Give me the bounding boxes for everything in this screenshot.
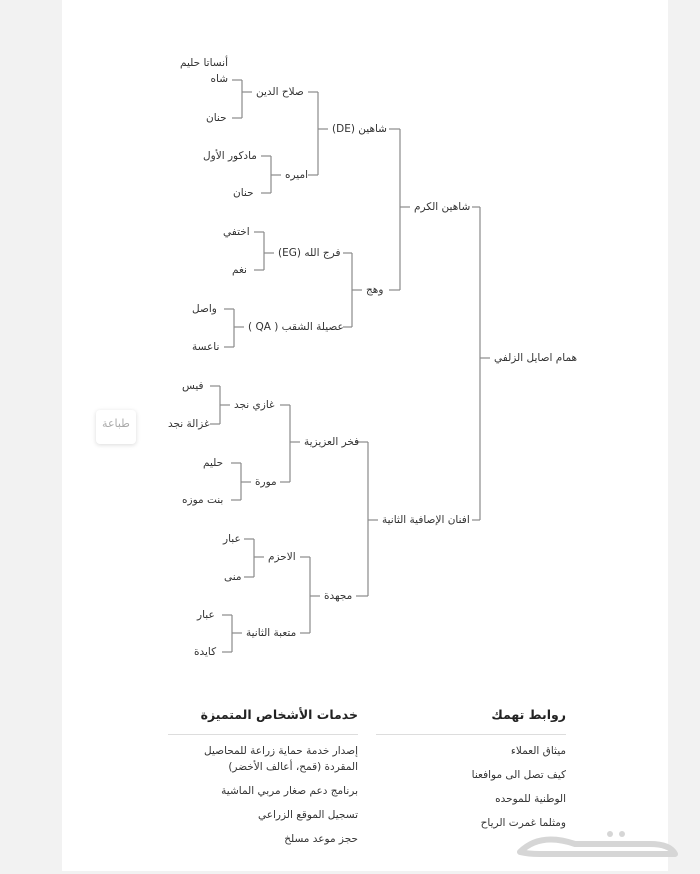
footer-link[interactable]: ومثلما غمرت الرياح bbox=[480, 817, 566, 829]
tree-node-l4: بنت موزه bbox=[182, 494, 224, 506]
tree-node-l4: حنان bbox=[206, 112, 227, 124]
tree-node-l4: حليم bbox=[203, 457, 224, 469]
tree-node-l1: افنان الإصافية الثانية bbox=[382, 514, 470, 526]
tree-node-root: همام اصايل الزلفي bbox=[494, 352, 578, 364]
tree-node-l4: ناعسة bbox=[192, 341, 220, 353]
tree-node-l4: أنساتا حليم شاه bbox=[180, 57, 228, 85]
tree-node-l3: فرج الله (EG) bbox=[278, 247, 341, 259]
footer-link[interactable]: الوطنية للموحده bbox=[495, 793, 566, 805]
tree-node-l4: عبار bbox=[197, 609, 215, 621]
tree-node-l3: متعبة الثانية bbox=[246, 627, 297, 639]
tree-node-l3: عصيلة الشقب ( QA ) bbox=[248, 321, 344, 333]
tree-node-l3: اميره bbox=[285, 169, 309, 181]
footer-service-link[interactable]: إصدار خدمة حماية زراعة للمحاصيل المقردة (قمح، أعالف الأخضر) bbox=[204, 745, 358, 773]
tree-node-l1: شاهين الكرم bbox=[414, 201, 471, 213]
footer-link[interactable]: ميثاق العملاء bbox=[510, 745, 566, 757]
tree-node-l2: شاهين (DE) bbox=[332, 123, 387, 135]
footer-link[interactable]: كيف تصل الى موافعنا bbox=[471, 769, 566, 781]
tree-node-l4: واصل bbox=[192, 303, 217, 315]
tree-node-l3: غازي نجد bbox=[234, 399, 275, 411]
tree-node-l4: فيس bbox=[182, 380, 204, 392]
tree-node-l3: الاحزم bbox=[268, 551, 296, 563]
tree-node-l4: مادكور الأول bbox=[203, 150, 257, 162]
footer-links-column bbox=[376, 707, 566, 831]
footer-service-link[interactable]: حجز موعد مسلخ bbox=[284, 833, 358, 845]
footer-service-link[interactable]: برنامج دعم صغار مربي الماشية bbox=[221, 785, 358, 797]
tree-node-l3: مورة bbox=[255, 476, 277, 488]
footer-services-column bbox=[168, 707, 358, 847]
tree-node-l4: عبار bbox=[223, 533, 241, 545]
tree-node-l2: فخر العزيزية bbox=[304, 436, 360, 448]
tree-node-l4: كايدة bbox=[194, 646, 217, 658]
tree-node-l4: منى bbox=[224, 571, 242, 583]
tree-node-l4: حنان bbox=[233, 187, 254, 199]
tree-node-l4: نغم bbox=[232, 264, 247, 276]
tree-node-l4: اختفي bbox=[223, 226, 250, 238]
print-button[interactable]: طباعة bbox=[96, 410, 136, 444]
footer-service-link[interactable]: تسجيل الموقع الزراعي bbox=[258, 809, 358, 821]
haraj-watermark-logo bbox=[500, 820, 690, 870]
footer-services-title: خدمات الأشخاص المتميزة bbox=[168, 707, 358, 735]
tree-node-l4: غزالة نجد bbox=[168, 418, 210, 430]
tree-node-l2: وهج bbox=[366, 284, 384, 296]
tree-node-l3: صلاح الدين bbox=[256, 86, 304, 98]
tree-node-l2: مجهدة bbox=[324, 590, 353, 602]
footer-links-title: روابط تهمك bbox=[376, 707, 566, 735]
